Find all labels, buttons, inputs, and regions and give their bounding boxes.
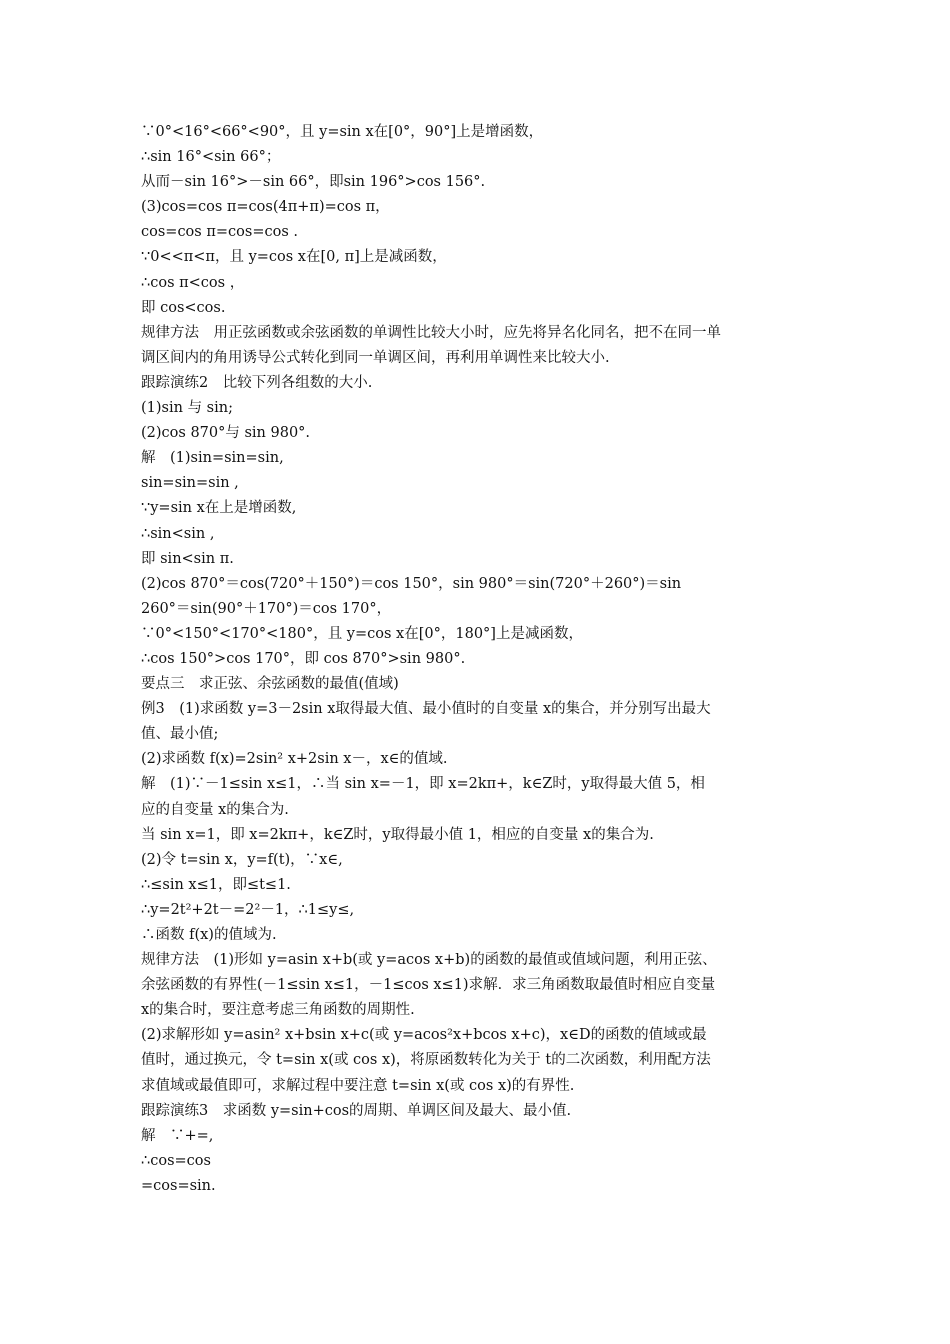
text-line: ∴sin<sin , [141, 525, 215, 542]
text-line: 260°＝sin(90°＋170°)＝cos 170°， [141, 600, 392, 617]
text-line: 值、最小值; [141, 726, 219, 743]
text-line: 解 ∵+=, [141, 1127, 214, 1144]
text-line: (2)求解形如 y=asin² x+bsin x+c(或 y=acos²x+bcos x+c)，x∈D的函数的值域或最 [141, 1027, 707, 1044]
text-line: (3)cos=cos π=cos(4π+π)=cos π， [141, 199, 390, 216]
text-line: 即 sin<sin π. [141, 550, 234, 567]
text-line: 求值域或最值即可，求解过程中要注意 t=sin x(或 cos x)的有界性. [141, 1077, 575, 1094]
text-line: (2)求函数 f(x)=2sin² x+2sin x－，x∈的值域. [141, 751, 448, 768]
text-line: 例3 (1)求函数 y=3－2sin x取得最大值、最小值时的自变量 x的集合，并分别写出最大 [141, 701, 711, 718]
text-line: x的集合时，要注意考虑三角函数的周期性. [141, 1002, 415, 1019]
text-line: 即 cos<cos. [141, 299, 226, 316]
text-line: ∴cos=cos [141, 1152, 211, 1169]
text-line: 要点三 求正弦、余弦函数的最值(值域) [141, 676, 399, 693]
text-line: 规律方法 (1)形如 y=asin x+b(或 y=acos x+b)的函数的最值或值域问题，利用正弦、 [141, 952, 717, 969]
text-line: (2)cos 870°与 sin 980°. [141, 425, 311, 442]
text-line: 跟踪演练2 比较下列各组数的大小. [141, 374, 373, 391]
text-line: 值时，通过换元，令 t=sin x(或 cos x)，将原函数转化为关于 t的二次函数，利用配方法 [141, 1052, 711, 1069]
text-line: ∴y=2t²+2t－=2²－1，∴1≤y≤, [141, 901, 355, 918]
text-line: ∴cos π<cos ， [141, 274, 245, 291]
text-line: 应的自变量 x的集合为. [141, 801, 289, 818]
text-line: ∴函数 f(x)的值域为. [141, 927, 277, 943]
document-body [141, 120, 813, 1199]
text-line: ∴≤sin x≤1，即≤t≤1. [141, 876, 291, 893]
text-line: 当 sin x=1，即 x=2kπ+，k∈Z时，y取得最小值 1，相应的自变量 x的集合为. [141, 826, 654, 843]
text-line: ∵0°<150°<170°<180°，且 y=cos x在[0°，180°]上是减函数， [141, 625, 583, 642]
text-line: 解 (1)∵－1≤sin x≤1，∴当 sin x=－1，即 x=2kπ+，k∈Z时，y取得最大值 5，相 [141, 776, 705, 793]
text-line: 解 (1)sin=sin=sin, [141, 450, 284, 467]
text-line: ∵y=sin x在上是增函数, [141, 500, 297, 517]
text-line: sin=sin=sin , [141, 475, 239, 492]
text-line: 余弦函数的有界性(－1≤sin x≤1，－1≤cos x≤1)求解．求三角函数取最值时相应自变量 [141, 977, 716, 994]
text-line: ∴cos 150°>cos 170°，即 cos 870°>sin 980°. [141, 650, 466, 667]
text-line: =cos=sin. [141, 1177, 216, 1194]
text-line: 从而－sin 16°>－sin 66°，即sin 196°>cos 156°. [141, 174, 486, 191]
text-line: ∵0°<16°<66°<90°，且 y=sin x在[0°，90°]上是增函数， [141, 124, 544, 140]
text-line: 跟踪演练3 求函数 y=sin+cos的周期、单调区间及最大、最小值. [141, 1102, 572, 1119]
text-line: (2)令 t=sin x，y=f(t)，∵x∈, [141, 851, 343, 868]
text-line: ∵0<<π<π，且 y=cos x在[0, π]上是减函数， [141, 249, 447, 266]
text-line: 规律方法 用正弦函数或余弦函数的单调性比较大小时，应先将异名化同名，把不在同一单 [141, 324, 721, 341]
text-line: 调区间内的角用诱导公式转化到同一单调区间，再利用单调性来比较大小. [141, 349, 610, 366]
text-line: cos=cos π=cos=cos . [141, 224, 298, 241]
text-line: ∴sin 16°<sin 66°； [141, 149, 281, 166]
text-line: (1)sin 与 sin; [141, 400, 233, 417]
text-line: (2)cos 870°＝cos(720°＋150°)＝cos 150°，sin 980°＝sin(720°＋260°)＝sin [141, 575, 682, 592]
